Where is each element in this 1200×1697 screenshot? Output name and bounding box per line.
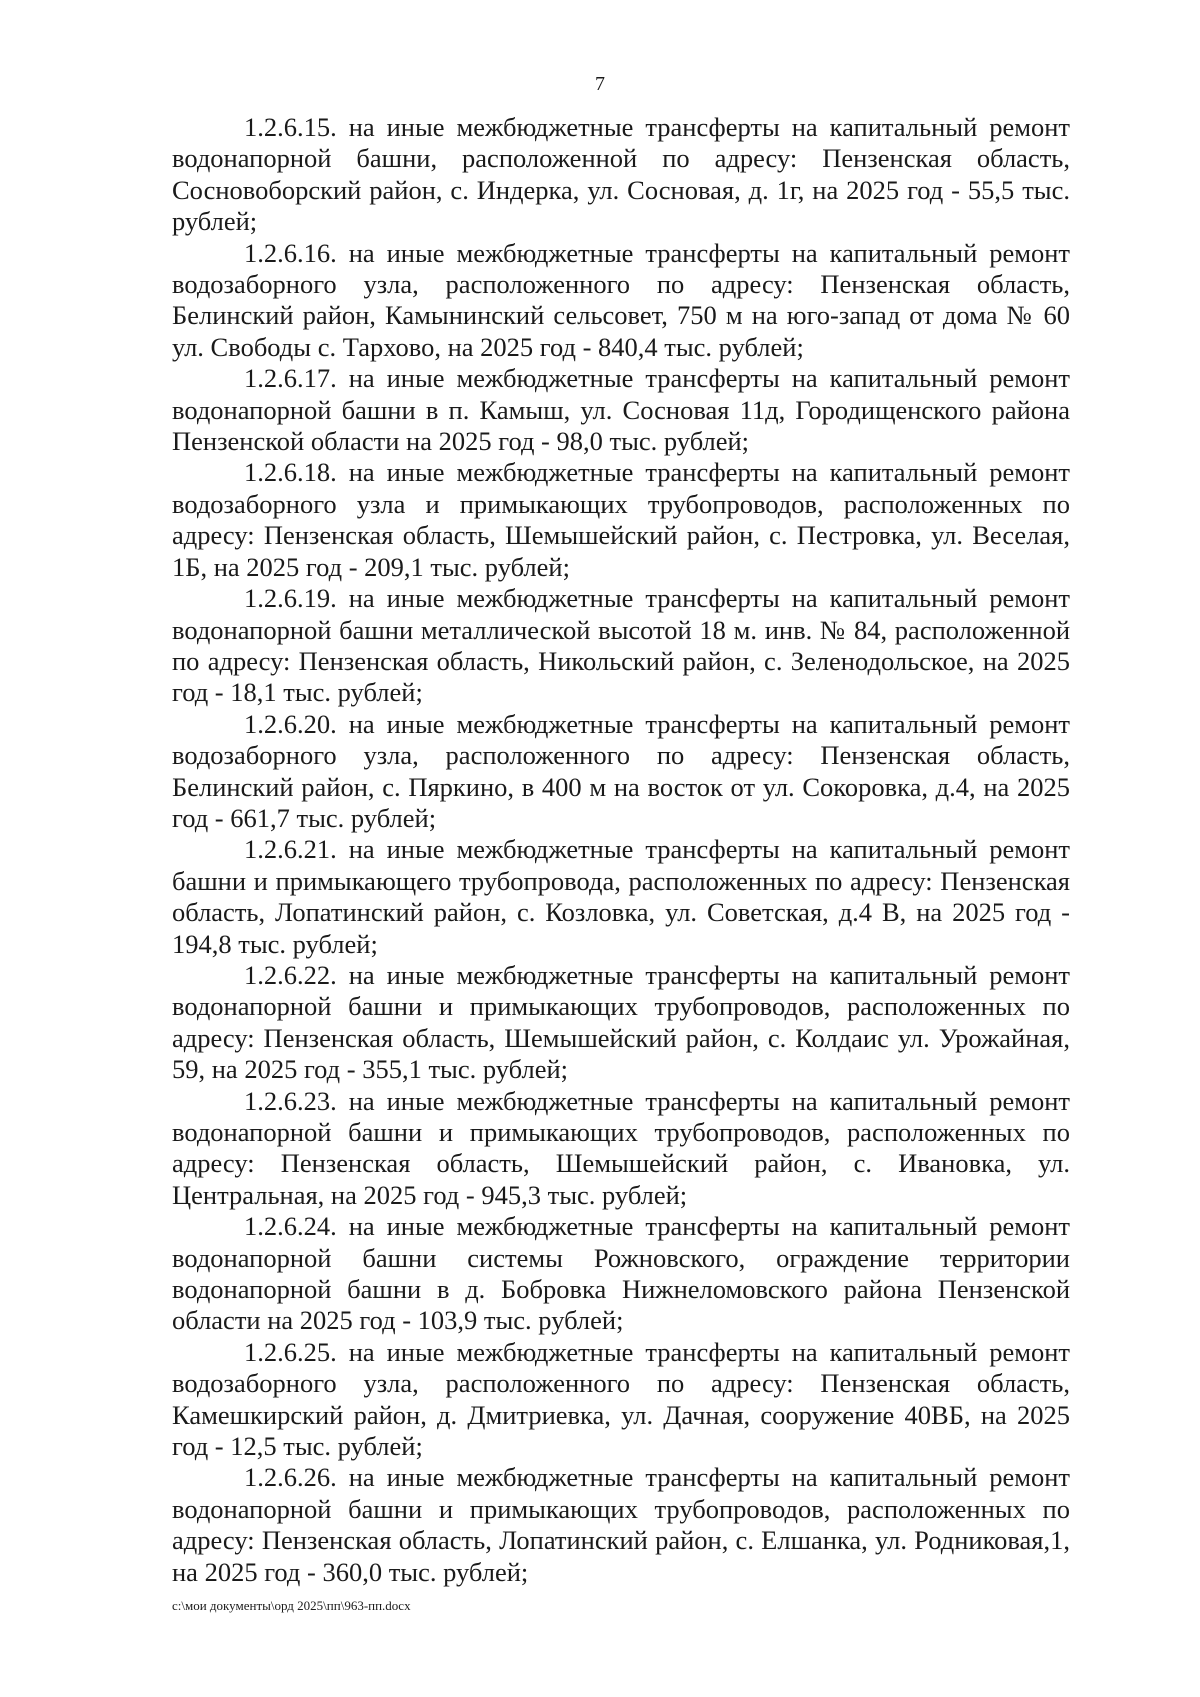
paragraph-1-2-6-17: 1.2.6.17. на иные межбюджетные трансферты на капитальный ремонт водонапорной башни в п. Камыш, ул. Сосновая 11д, Городищенского района Пензенской области на 2025 год - 98,0 тыс. рублей; bbox=[172, 363, 1070, 457]
paragraph-1-2-6-15: 1.2.6.15. на иные межбюджетные трансферты на капитальный ремонт водонапорной башни, расположенной по адресу: Пензенская область, Сосновоборский район, с. Индерка, ул. Сосновая, д. 1г, на 2025 год - 55,5 тыс. рублей; bbox=[172, 112, 1070, 237]
paragraph-1-2-6-26: 1.2.6.26. на иные межбюджетные трансферты на капитальный ремонт водонапорной башни и примыкающих трубопроводов, расположенных по адресу: Пензенская область, Лопатинский район, с. Елшанка, ул. Родниковая,1, на 2025 год - 360,0 тыс. рублей; bbox=[172, 1462, 1070, 1587]
document-body bbox=[172, 112, 1070, 1588]
footer-file-path: c:\мои документы\орд 2025\пп\963-пп.docx bbox=[172, 1598, 411, 1613]
paragraph-1-2-6-25: 1.2.6.25. на иные межбюджетные трансферты на капитальный ремонт водозаборного узла, расположенного по адресу: Пензенская область, Камешкирский район, д. Дмитриевка, ул. Дачная, сооружение 40ВБ, на 2025 год - 12,5 тыс. рублей; bbox=[172, 1336, 1070, 1462]
page-number: 7 bbox=[595, 73, 605, 95]
paragraph-1-2-6-18: 1.2.6.18. на иные межбюджетные трансферты на капитальный ремонт водозаборного узла и примыкающих трубопроводов, расположенных по адресу: Пензенская область, Шемышейский район, с. Пестровка, ул. Веселая, 1Б, на 2025 год - 209,1 тыс. рублей; bbox=[172, 457, 1070, 582]
paragraph-1-2-6-21: 1.2.6.21. на иные межбюджетные трансферты на капитальный ремонт башни и примыкающего трубопровода, расположенных по адресу: Пензенская область, Лопатинский район, с. Козловка, ул. Советская, д.4 В, на 2025 год - 194,8 тыс. рублей; bbox=[172, 834, 1070, 959]
paragraph-1-2-6-22: 1.2.6.22. на иные межбюджетные трансферты на капитальный ремонт водонапорной башни и примыкающих трубопроводов, расположенных по адресу: Пензенская область, Шемышейский район, с. Колдаис ул. Урожайная, 59, на 2025 год - 355,1 тыс. рублей; bbox=[172, 959, 1070, 1085]
paragraph-1-2-6-20: 1.2.6.20. на иные межбюджетные трансферты на капитальный ремонт водозаборного узла, расположенного по адресу: Пензенская область, Белинский район, с. Пяркино, в 400 м на восток от ул. Сокоровка, д.4, на 2025 год - 661,7 тыс. рублей; bbox=[172, 708, 1070, 833]
paragraph-1-2-6-19: 1.2.6.19. на иные межбюджетные трансферты на капитальный ремонт водонапорной башни металлической высотой 18 м. инв. № 84, расположенной по адресу: Пензенская область, Никольский район, с. Зеленодольское, на 2025 год - 18,1 тыс. рублей; bbox=[172, 583, 1070, 708]
paragraph-1-2-6-23: 1.2.6.23. на иные межбюджетные трансферты на капитальный ремонт водонапорной башни и примыкающих трубопроводов, расположенных по адресу: Пензенская область, Шемышейский район, с. Ивановка, ул. Центральная, на 2025 год - 945,3 тыс. рублей; bbox=[172, 1085, 1070, 1210]
paragraph-1-2-6-16: 1.2.6.16. на иные межбюджетные трансферты на капитальный ремонт водозаборного узла, расположенного по адресу: Пензенская область, Белинский район, Камынинский сельсовет, 750 м на юго-запад от дома № 60 ул. Свободы с. Тархово, на 2025 год - 840,4 тыс. рублей; bbox=[172, 237, 1070, 362]
paragraph-1-2-6-24: 1.2.6.24. на иные межбюджетные трансферты на капитальный ремонт водонапорной башни системы Рожновского, ограждение территории водонапорной башни в д. Бобровка Нижнеломовского района Пензенской области на 2025 год - 103,9 тыс. рублей; bbox=[172, 1211, 1070, 1336]
